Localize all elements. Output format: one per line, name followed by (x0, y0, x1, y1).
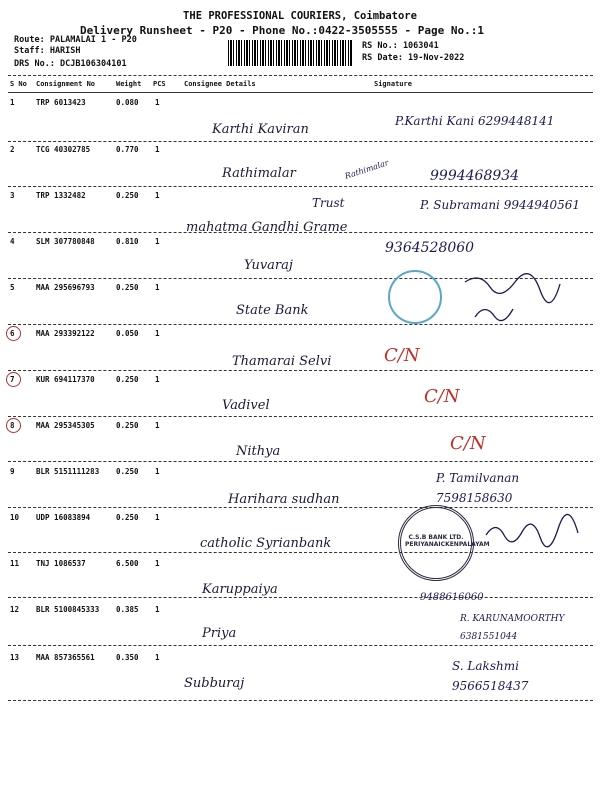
row-3-sno: 3 (10, 191, 15, 200)
row-11-signature: 9488616060 (420, 592, 484, 603)
row-7-consignment: KUR 694117370 (36, 375, 95, 384)
row-10-weight: 0.250 (116, 513, 139, 522)
row-10-consignment: UDP 16083894 (36, 513, 91, 522)
row-7-sno: 7 (10, 375, 15, 384)
row-divider (8, 597, 593, 598)
row-1-consignee: Karthi Kaviran (212, 122, 309, 137)
row-7-signature: C/N (424, 386, 460, 407)
row-1-signature: P.Karthi Kani 6299448141 (395, 114, 555, 128)
row-3-consignment: TRP 1332482 (36, 191, 86, 200)
row-6-consignee: Thamarai Selvi (232, 354, 332, 369)
row-9-signature: P. Tamilvanan 7598158630 (436, 471, 520, 505)
row-4-consignee: Yuvaraj (244, 258, 293, 273)
row-4-pcs: 1 (155, 237, 160, 246)
row-3-pcs: 1 (155, 191, 160, 200)
row-divider (8, 552, 593, 553)
row-1-weight: 0.080 (116, 98, 139, 107)
row-13-pcs: 1 (155, 653, 160, 662)
row-13-consignee: Subburaj (184, 676, 245, 691)
row-2-pcs: 1 (155, 145, 160, 154)
row-9-consignee: Harihara sudhan (228, 492, 340, 507)
stamp-blue (388, 270, 442, 324)
row-2-sno: 2 (10, 145, 15, 154)
staff-label: Staff: HARISH (14, 46, 81, 56)
row-9-weight: 0.250 (116, 467, 139, 476)
row-divider (8, 370, 593, 371)
row-divider (8, 700, 593, 701)
row-12-pcs: 1 (155, 605, 160, 614)
row-3-weight: 0.250 (116, 191, 139, 200)
row-8-consignment: MAA 295345305 (36, 421, 95, 430)
header-rule-bottom (8, 92, 593, 93)
row-3-trust-note: Trust (312, 196, 345, 210)
row-7-weight: 0.250 (116, 375, 139, 384)
runsheet-title: Delivery Runsheet - P20 - Phone No.:0422-3505555 - Page No.:1 (80, 24, 484, 37)
row-5-sno: 5 (10, 283, 15, 292)
row-8-consignee: Nithya (236, 444, 281, 459)
row-13-sno: 13 (10, 653, 20, 662)
row-6-pcs: 1 (155, 329, 160, 338)
row-11-sno: 11 (10, 559, 20, 568)
rs-number: RS No.: 1063041 (362, 41, 439, 51)
row-13-signature: S. Lakshmi 9566518437 (452, 659, 529, 693)
row-2-consignee: Rathimalar (222, 166, 296, 181)
row-divider (8, 186, 593, 187)
row-12-signature: R. KARUNAMOORTHY 6381551044 (460, 614, 565, 642)
company-title: THE PROFESSIONAL COURIERS, Coimbatore (183, 10, 417, 22)
row-9-consignment: BLR 5151111283 (36, 467, 100, 476)
row-12-weight: 0.385 (116, 605, 139, 614)
row-divider (8, 141, 593, 142)
col-signature: Signature (374, 80, 412, 88)
row-1-sno: 1 (10, 98, 15, 107)
drs-number: DRS No.: DCJB106304101 (14, 59, 127, 69)
row-8-signature: C/N (450, 433, 486, 454)
row-6-weight: 0.050 (116, 329, 139, 338)
row-10-consignee: catholic Syrianbank (200, 536, 332, 551)
row-11-weight: 6.500 (116, 559, 139, 568)
row-7-consignee: Vadivel (222, 398, 270, 413)
row-13-weight: 0.350 (116, 653, 139, 662)
row-11-pcs: 1 (155, 559, 160, 568)
row-10-pcs: 1 (155, 513, 160, 522)
row-6-signature: C/N (384, 345, 420, 366)
row-5-pcs: 1 (155, 283, 160, 292)
row-4-consignment: SLM 307780848 (36, 237, 95, 246)
row-divider (8, 416, 593, 417)
row-3-signature: P. Subramani 9944940561 (420, 198, 581, 212)
row-1-pcs: 1 (155, 98, 160, 107)
row-4-weight: 0.810 (116, 237, 139, 246)
row-8-pcs: 1 (155, 421, 160, 430)
row-10-scribble-signature (478, 510, 588, 550)
row-5-scribble-signature (455, 262, 575, 332)
row-2-weight: 0.770 (116, 145, 139, 154)
row-3-consignee: mahatma Gandhi Grame (186, 220, 348, 235)
col-consignee: Consignee Details (184, 80, 256, 88)
row-12-consignment: BLR 5100845333 (36, 605, 100, 614)
row-4-sno: 4 (10, 237, 15, 246)
col-pcs: PCS (153, 80, 166, 88)
col-consignment: Consignment No (36, 80, 96, 88)
route-label: Route: PALAMALAI 1 - P20 (14, 35, 137, 45)
row-7-pcs: 1 (155, 375, 160, 384)
row-6-consignment: MAA 293392122 (36, 329, 95, 338)
stamp-csb-text: C.S.B BANK LTD. PERIYANAICKENPALAYAM (405, 534, 490, 548)
col-sno: S No (10, 80, 27, 88)
row-5-consignee: State Bank (236, 303, 309, 318)
row-6-sno: 6 (10, 329, 15, 338)
row-12-sno: 12 (10, 605, 20, 614)
row-9-sno: 9 (10, 467, 15, 476)
row-2-side-note: Rathimalar (343, 158, 390, 181)
col-weight: Weight (116, 80, 142, 88)
row-11-consignee: Karuppaiya (202, 582, 278, 597)
row-10-sno: 10 (10, 513, 20, 522)
row-5-weight: 0.250 (116, 283, 139, 292)
row-divider (8, 461, 593, 462)
row-8-weight: 0.250 (116, 421, 139, 430)
barcode (228, 40, 353, 66)
row-2-consignment: TCG 40302785 (36, 145, 91, 154)
row-4-signature: 9364528060 (385, 240, 475, 256)
row-11-consignment: TNJ 1086537 (36, 559, 86, 568)
row-9-pcs: 1 (155, 467, 160, 476)
row-1-consignment: TRP 6013423 (36, 98, 86, 107)
stamp-csb-bank (398, 505, 490, 581)
row-12-consignee: Priya (202, 626, 237, 641)
row-2-signature: 9994468934 (430, 168, 520, 184)
header-rule-top (8, 75, 593, 76)
rs-date: RS Date: 19-Nov-2022 (362, 53, 465, 63)
row-5-consignment: MAA 295696793 (36, 283, 95, 292)
row-8-sno: 8 (10, 421, 15, 430)
row-13-consignment: MAA 857365561 (36, 653, 95, 662)
